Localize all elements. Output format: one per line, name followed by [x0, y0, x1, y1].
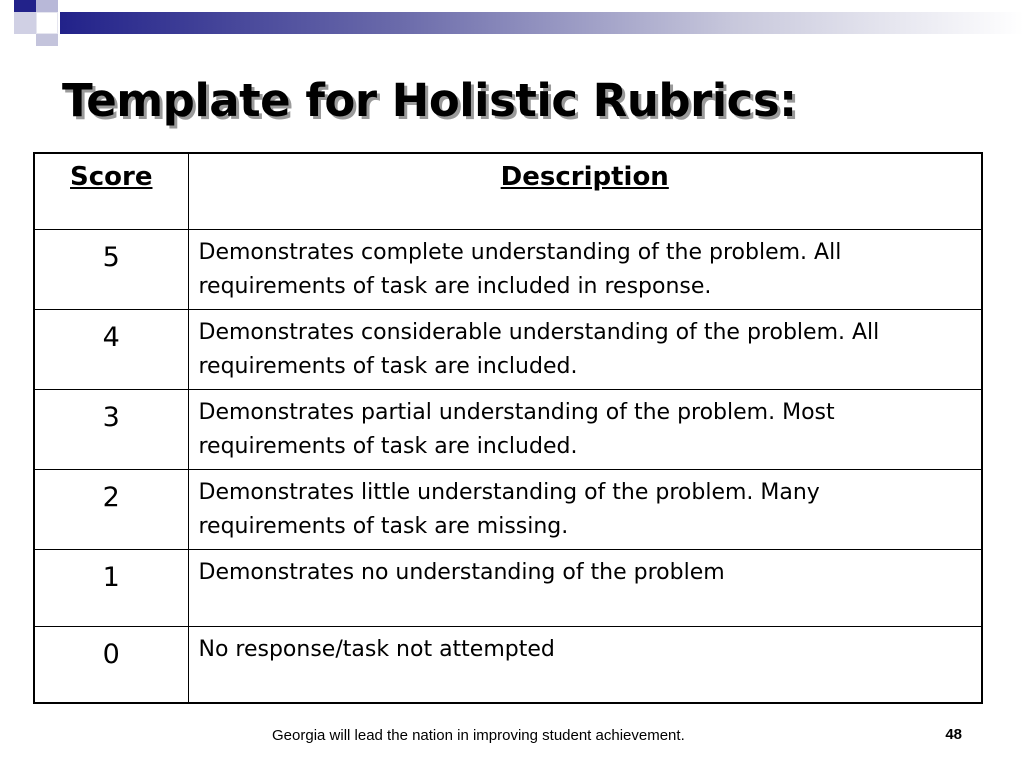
decorative-square — [36, 12, 58, 34]
score-column-header: Score — [34, 153, 188, 229]
score-cell: 3 — [34, 389, 188, 469]
description-cell: No response/task not attempted — [188, 626, 982, 703]
header-gradient-bar — [60, 12, 1024, 34]
table-row — [34, 626, 982, 703]
table-header-row — [34, 153, 982, 229]
description-cell: Demonstrates partial understanding of the problem. Most requirements of task are included. — [188, 389, 982, 469]
decorative-square — [36, 34, 58, 46]
decorative-square — [14, 12, 36, 34]
page-number: 48 — [945, 726, 962, 743]
score-cell: 4 — [34, 309, 188, 389]
rubric-table — [33, 152, 983, 704]
description-cell: Demonstrates complete understanding of the problem. All requirements of task are included in response. — [188, 229, 982, 309]
table-row — [34, 549, 982, 626]
score-cell: 1 — [34, 549, 188, 626]
table-row — [34, 229, 982, 309]
header-decoration — [0, 0, 1024, 46]
footer-tagline: Georgia will lead the nation in improving student achievement. — [272, 727, 685, 744]
description-cell: Demonstrates considerable understanding of the problem. All requirements of task are included. — [188, 309, 982, 389]
score-cell: 2 — [34, 469, 188, 549]
table-row — [34, 469, 982, 549]
table-row — [34, 389, 982, 469]
description-column-header: Description — [188, 153, 982, 229]
score-cell: 0 — [34, 626, 188, 703]
description-cell: Demonstrates no understanding of the problem — [188, 549, 982, 626]
slide-title: Template for Holistic Rubrics: — [62, 74, 797, 127]
decorative-square — [14, 0, 36, 12]
decorative-square — [36, 0, 58, 12]
score-cell: 5 — [34, 229, 188, 309]
description-cell: Demonstrates little understanding of the problem. Many requirements of task are missing. — [188, 469, 982, 549]
table-row — [34, 309, 982, 389]
